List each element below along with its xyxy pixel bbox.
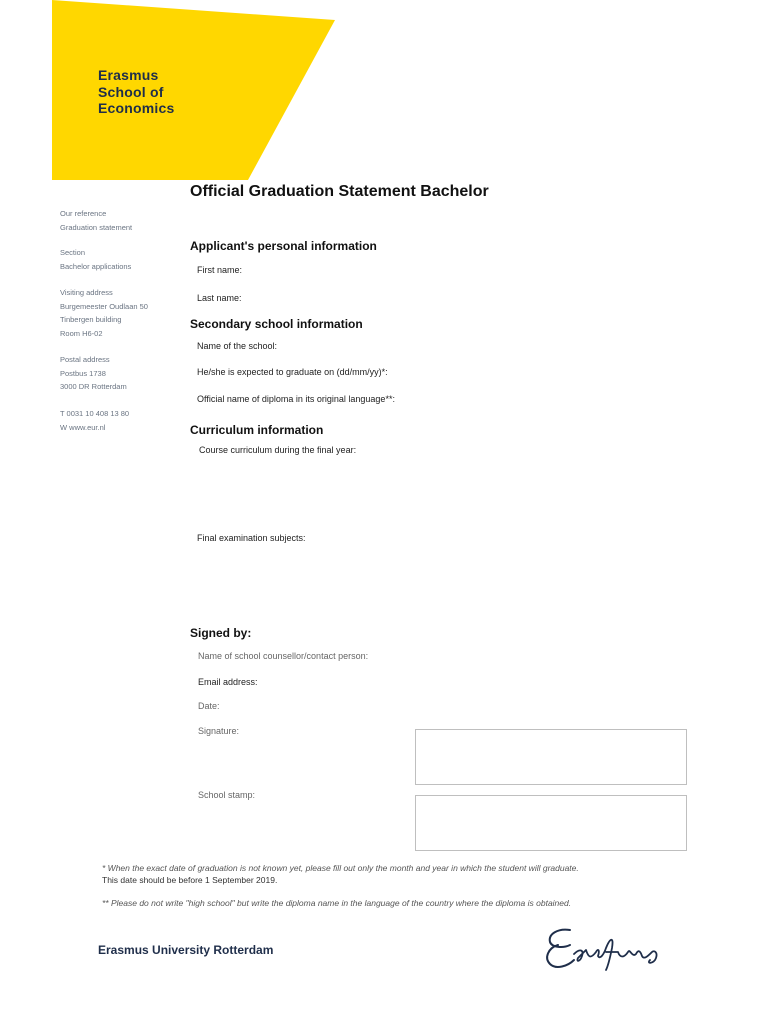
school-name-field[interactable]: Name of the school:	[197, 341, 278, 351]
faculty-logo	[98, 67, 258, 117]
counsellor-field[interactable]: Name of school counsellor/contact person:	[198, 651, 369, 661]
postal-label: Postal address	[60, 355, 110, 364]
secondary-heading: Secondary school information	[190, 317, 363, 331]
diploma-name-field[interactable]: Official name of diploma in its original language**:	[197, 394, 395, 404]
section-value: Bachelor applications	[60, 261, 132, 271]
section-label: Section	[60, 248, 86, 257]
phone-number: T 0031 10 408 13 80	[60, 409, 130, 418]
graduation-date-field[interactable]: He/she is expected to graduate on (dd/mm/yy)*:	[197, 367, 388, 377]
signed-heading: Signed by:	[190, 626, 252, 640]
personal-heading: Applicant's personal information	[190, 239, 377, 253]
sidebar-section	[60, 246, 131, 273]
date-field[interactable]: Date:	[198, 701, 220, 711]
sidebar-reference	[60, 207, 132, 234]
signature-label: Signature:	[198, 726, 240, 736]
logo-line-2: School of	[98, 83, 164, 100]
postal-line: 3000 DR Rotterdam	[60, 382, 127, 391]
sidebar-postal-address	[60, 353, 127, 394]
visiting-line: Burgemeester Oudlaan 50	[60, 301, 148, 311]
footnote-1: * When the exact date of graduation is not known yet, please fill out only the month and year in which the student will graduate.	[102, 863, 579, 873]
curriculum-heading: Curriculum information	[190, 423, 324, 437]
email-field[interactable]: Email address:	[198, 677, 258, 687]
footnote-1-deadline: This date should be before 1 September 2019.	[102, 875, 278, 885]
sidebar-visiting-address	[60, 286, 148, 340]
stamp-label: School stamp:	[198, 790, 256, 800]
page-title: Official Graduation Statement Bachelor	[190, 183, 489, 200]
visiting-line: Tinbergen building	[60, 315, 122, 324]
university-name: Erasmus University Rotterdam	[98, 943, 274, 957]
visiting-line: Room H6-02	[60, 328, 103, 338]
final-subjects-field[interactable]: Final examination subjects:	[197, 533, 306, 543]
erasmus-signature-logo	[540, 918, 675, 978]
course-curriculum-field[interactable]: Course curriculum during the final year:	[199, 445, 357, 455]
first-name-field[interactable]: First name:	[197, 265, 243, 275]
sidebar-contact	[60, 407, 129, 434]
website-link[interactable]: W www.eur.nl	[60, 422, 106, 432]
reference-label: Our reference	[60, 209, 107, 218]
school-stamp-box[interactable]	[415, 795, 687, 851]
postal-line: Postbus 1738	[60, 368, 106, 378]
last-name-field[interactable]: Last name:	[197, 293, 242, 303]
logo-line-1: Erasmus	[98, 67, 159, 83]
signature-box[interactable]	[415, 729, 687, 785]
logo-line-3: Economics	[98, 100, 175, 116]
footnote-2: ** Please do not write "high school" but write the diploma name in the language of the country where the diploma is obtained.	[102, 898, 572, 908]
visiting-label: Visiting address	[60, 288, 113, 297]
reference-value: Graduation statement	[60, 222, 133, 232]
